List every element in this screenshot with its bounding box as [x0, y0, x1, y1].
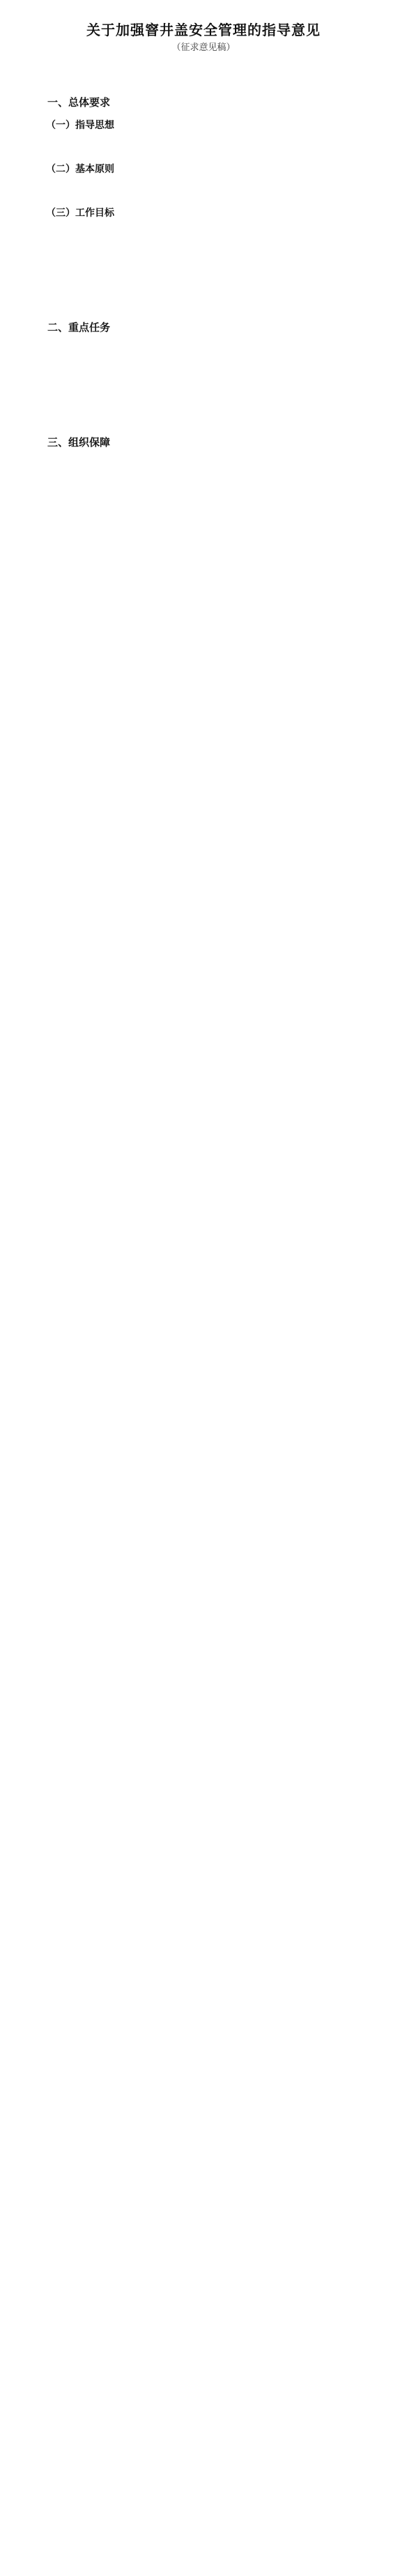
section-1-subhead-3: （三）工作目标 — [46, 208, 114, 219]
body-paragraph — [26, 183, 381, 200]
section-2-heading: 二、重点任务 — [47, 321, 111, 334]
section-1-subhead-1: （一）指导思想 — [46, 120, 114, 131]
body-paragraph — [26, 341, 381, 359]
section-3 — [26, 433, 381, 474]
body-paragraph — [26, 456, 381, 474]
document-subtitle: （征求意见稿） — [171, 42, 236, 53]
section-2 — [26, 318, 381, 359]
section-3-heading: 三、组织保障 — [47, 436, 111, 449]
intro-paragraph — [26, 68, 381, 86]
section-1-subhead-2: （二）基本原则 — [46, 164, 114, 175]
body-paragraph — [26, 139, 381, 156]
document-title: 关于加强窨井盖安全管理的指导意见 — [86, 22, 321, 38]
body-paragraph — [26, 226, 381, 244]
section-1 — [26, 93, 381, 244]
spacer — [26, 248, 381, 311]
section-1-heading: 一、总体要求 — [47, 96, 111, 109]
spacer — [26, 363, 381, 426]
